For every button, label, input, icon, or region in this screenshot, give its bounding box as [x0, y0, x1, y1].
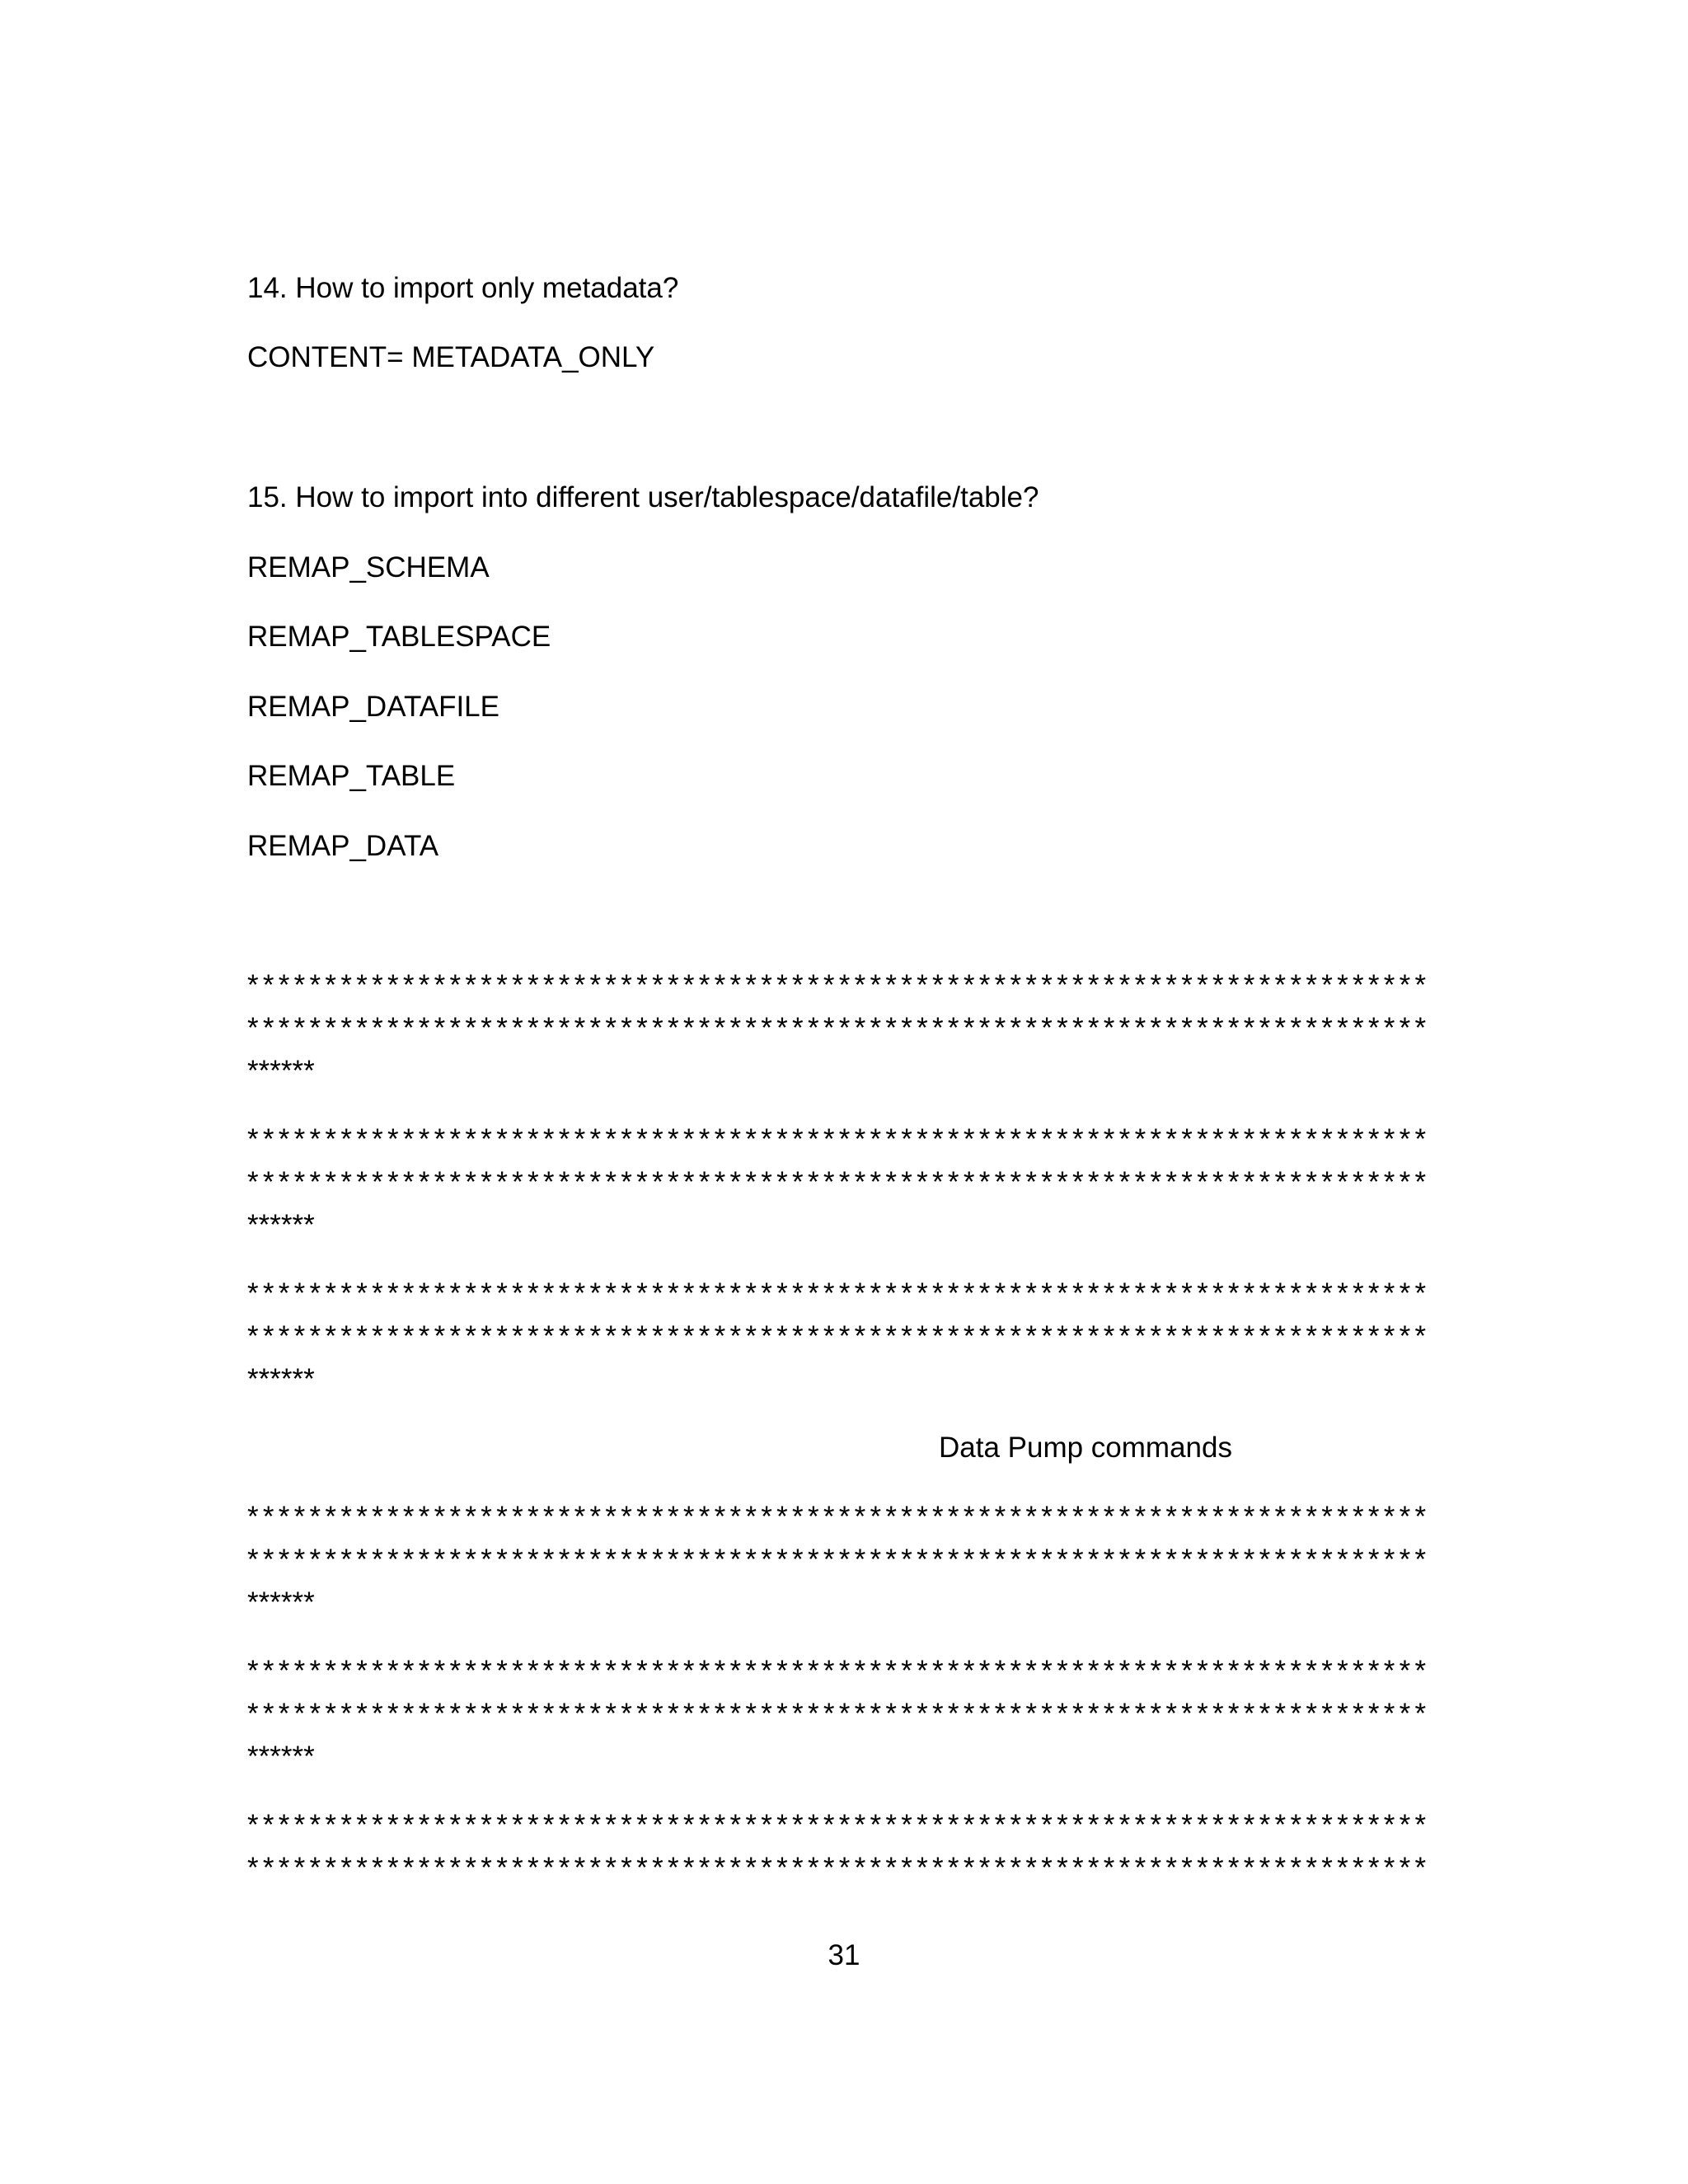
- separator-line: ****************************************************************************: [247, 1809, 1431, 1841]
- separator-line: ****************************************************************************: [247, 1277, 1431, 1310]
- separator-line: ****************************************************************************: [247, 1166, 1431, 1198]
- separator-tail: ******: [247, 1363, 315, 1395]
- answer-remap-table: REMAP_TABLE: [247, 760, 456, 792]
- separator-line: ****************************************************************************: [247, 1012, 1431, 1044]
- question-15: 15. How to import into different user/tablespace/datafile/table?: [247, 481, 1039, 513]
- separator-tail: ******: [247, 1055, 315, 1087]
- separator-line: ****************************************************************************: [247, 1320, 1431, 1352]
- answer-remap-datafile: REMAP_DATAFILE: [247, 691, 499, 723]
- separator-line: ****************************************************************************: [247, 1655, 1431, 1687]
- separator-tail: ******: [247, 1209, 315, 1241]
- answer-content-metadata-only: CONTENT= METADATA_ONLY: [247, 341, 655, 373]
- separator-line: ****************************************************************************: [247, 1852, 1431, 1884]
- separator-tail: ******: [247, 1741, 315, 1773]
- answer-remap-schema: REMAP_SCHEMA: [247, 551, 490, 583]
- answer-remap-data: REMAP_DATA: [247, 830, 439, 862]
- separator-line: ****************************************************************************: [247, 1501, 1431, 1533]
- separator-line: ****************************************************************************: [247, 1123, 1431, 1155]
- separator-tail: ******: [247, 1586, 315, 1619]
- separator-line: ****************************************************************************: [247, 969, 1431, 1001]
- separator-line: ****************************************************************************: [247, 1698, 1431, 1730]
- section-heading: Data Pump commands: [939, 1432, 1232, 1464]
- page-number: 31: [828, 1939, 860, 1971]
- question-14: 14. How to import only metadata?: [247, 272, 679, 304]
- separator-line: ****************************************************************************: [247, 1544, 1431, 1576]
- answer-remap-tablespace: REMAP_TABLESPACE: [247, 621, 551, 653]
